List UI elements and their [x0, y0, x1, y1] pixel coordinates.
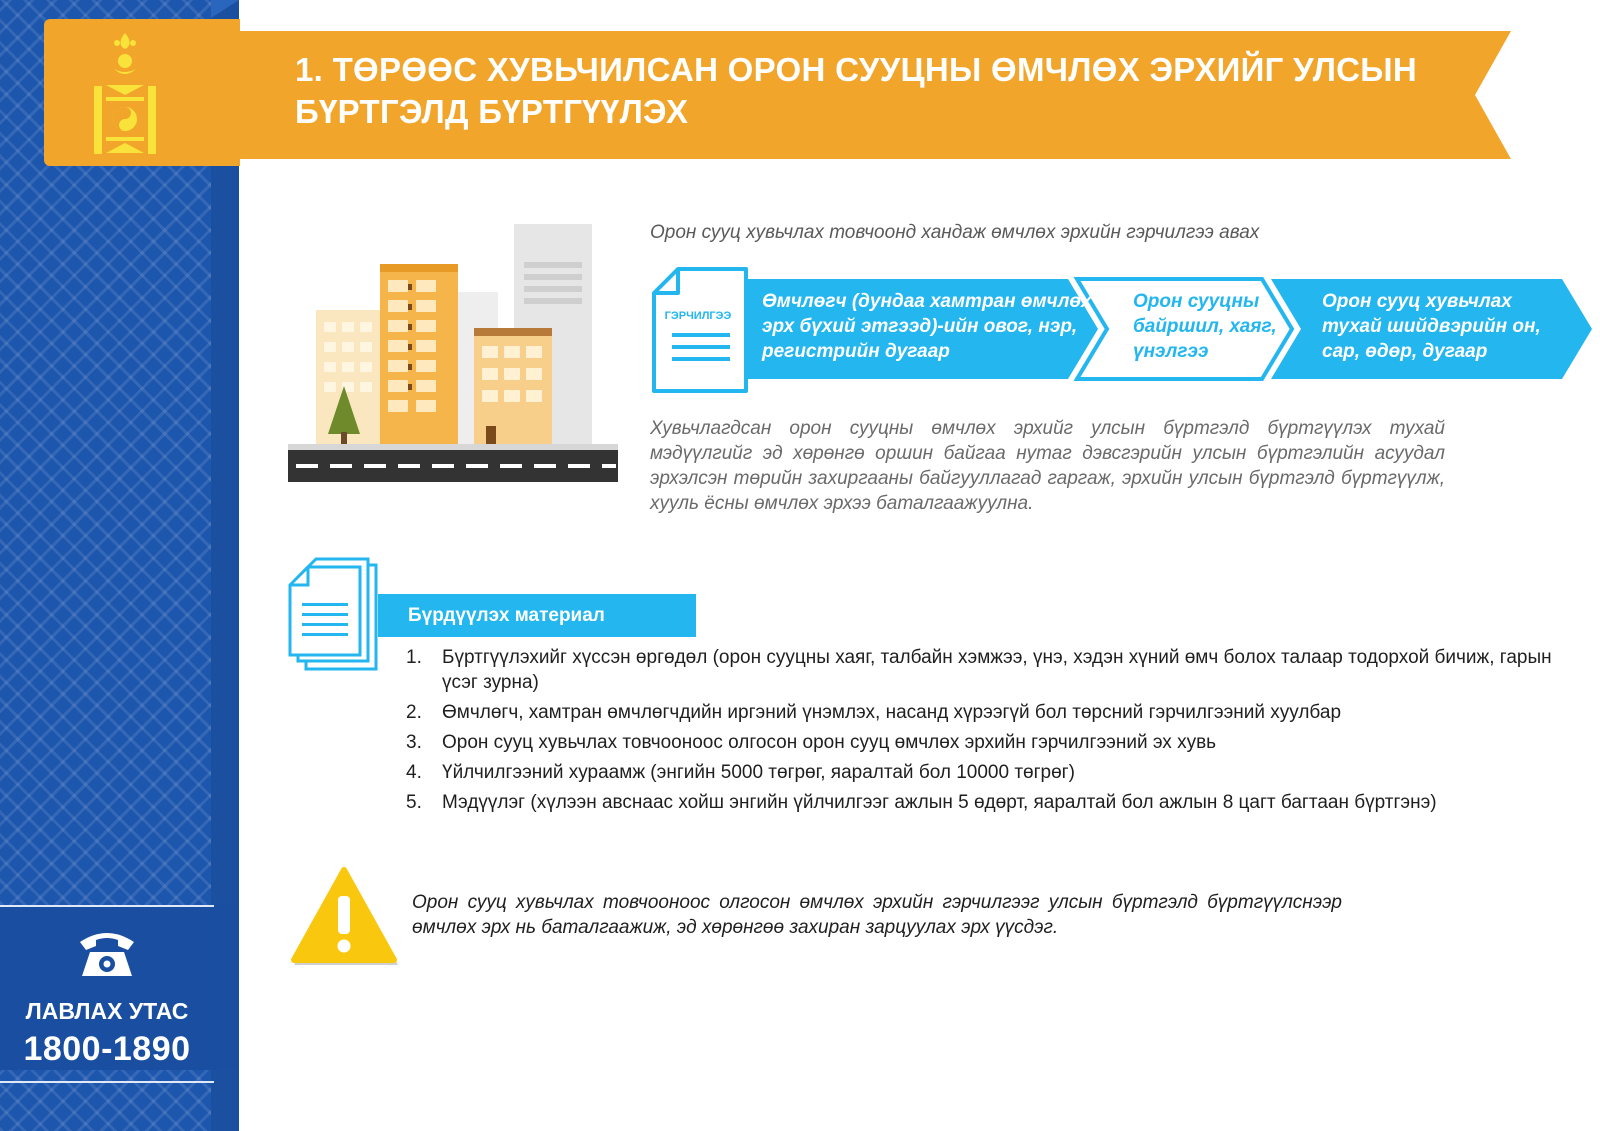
flow-step-owner: Өмчлөгч (дундаа хамтран өмчлөх эрх бүхий этгээд)-ийн овог, нэр, регистрийн дугаар [762, 291, 1092, 362]
documents-stack-icon [288, 555, 382, 673]
divider [0, 905, 214, 907]
phone-icon [76, 922, 138, 978]
materials-list [406, 645, 1556, 820]
list-item: 3. Орон сууц хувьчлах товчооноос олгосон орон сууц өмчлөх эрхийн гэрчилгээний эх хувь [406, 732, 1217, 753]
certificate-document-icon [654, 269, 746, 391]
hotline-label: ЛАВЛАХ УТАС [25, 998, 189, 1024]
warning-icon [288, 866, 400, 966]
certificate-label: ГЭРЧИЛГЭЭ [664, 310, 732, 322]
list-item: 5. Мэдүүлэг (хүлээн авснаас хойш энгийн үйлчилгээг ажлын 5 өдөрт, яаралтай бол ажлын 8 цагт багтаан бүртгэнэ) [406, 792, 1437, 813]
hotline-number[interactable]: 1800-1890 [23, 1030, 191, 1068]
intro-text: Орон сууц хувьчлах товчоонд хандаж өмчлөх эрхийн гэрчилгээ авах [650, 222, 1260, 243]
flow-step-location: Орон сууцны байршил, хаяг, үнэлгээ [1133, 291, 1277, 362]
sidebar-fold [211, 0, 239, 18]
list-item: 1. Бүртгүүлэхийг хүссэн өргөдөл (орон сууцны хаяг, талбайн хэмжээ, үнэ, хэдэн хүний өмч болох талаар тодорхой бичиж, гарын үсэг зурна) [406, 647, 1552, 693]
emblem-box [44, 19, 240, 166]
warning-text: Орон сууц хувьчлах товчооноос олгосон өмчлөх эрхийн гэрчилгээг улсын бүртгэлд бүртгүүлснээр өмчлөх эрх нь баталгаажиж, эд хөрөнгөө захиран зарцуулах эрх үүсдэг. [412, 892, 1342, 938]
list-item: 4. Үйлчилгээний хураамж (энгийн 5000 төгрөг, яаралтай бол 10000 төгрөг) [406, 762, 1075, 783]
list-item: 2. Өмчлөгч, хамтран өмчлөгчдийн иргэний үнэмлэх, насанд хүрээгүй бол төрсний гэрчилгээний хуулбар [406, 702, 1342, 723]
page-title: 1. ТӨРӨӨС ХУВЬЧИЛСАН ОРОН СУУЦНЫ ӨМЧЛӨХ ЭРХИЙГ УЛСЫН БҮРТГЭЛД БҮРТГҮҮЛЭХ [295, 51, 1418, 130]
flow-step-decision: Орон сууц хувьчлах тухай шийдвэрийн он, сар, өдөр, дугаар [1322, 291, 1541, 362]
materials-title: Бүрдүүлэх материал [378, 594, 696, 637]
description-text: Хувьчлагдсан орон сууцны өмчлөх эрхийг улсын бүртгэлд бүртгүүлэх тухай мэдүүлгийг эд хөрөнгө оршин байгаа нутаг дэвсгэрийн улсын бүртгэлийн асуудал эрхэлсэн төрийн захиргааны байгууллагад гаргаж, эрхийн улсын бүртгэлд бүртгүүлж, хууль ёсны өмчлөх эрхээ баталгаажуулна. [650, 418, 1445, 514]
divider [0, 1081, 214, 1083]
mongolia-emblem-icon [90, 31, 160, 156]
city-buildings-illustration [288, 222, 618, 492]
